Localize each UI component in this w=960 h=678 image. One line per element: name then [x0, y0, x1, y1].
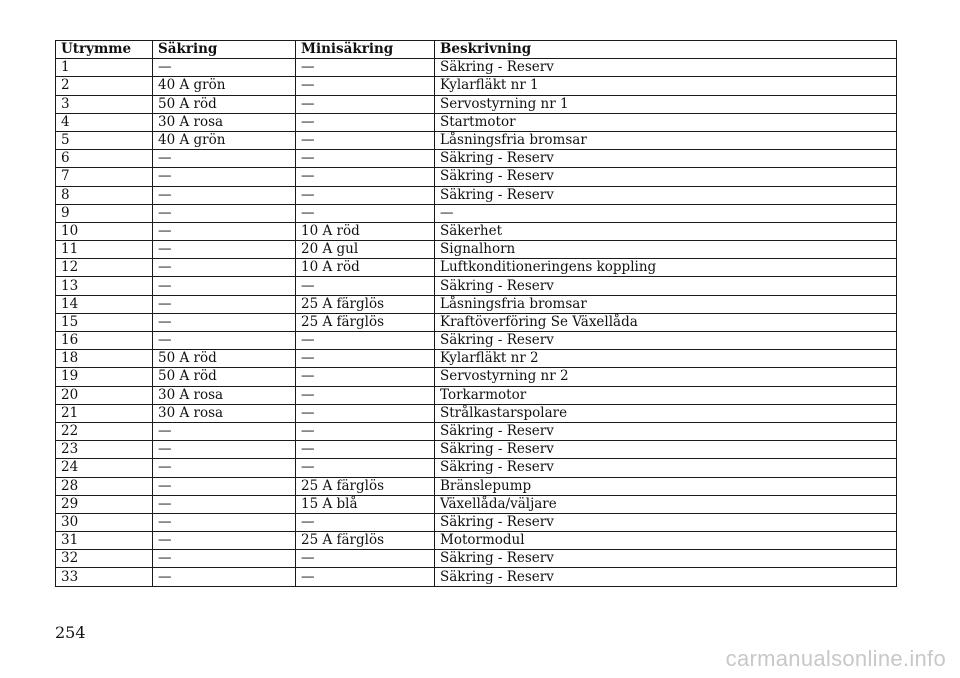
cell-minisakring: — — [296, 204, 435, 222]
cell-minisakring: — — [296, 386, 435, 404]
cell-sakring: — — [153, 277, 296, 295]
cell-sakring: 40 A grön — [153, 131, 296, 149]
cell-minisakring: — — [296, 368, 435, 386]
cell-beskrivning: Säkring - Reserv — [435, 332, 897, 350]
cell-sakring: — — [153, 550, 296, 568]
cell-sakring: — — [153, 222, 296, 240]
cell-utrymme: 1 — [56, 59, 153, 77]
cell-sakring: — — [153, 495, 296, 513]
cell-beskrivning: Låsningsfria bromsar — [435, 131, 897, 149]
cell-beskrivning: Startmotor — [435, 113, 897, 131]
cell-sakring: — — [153, 168, 296, 186]
cell-beskrivning: Kraftöverföring Se Växellåda — [435, 313, 897, 331]
cell-utrymme: 19 — [56, 368, 153, 386]
cell-sakring: — — [153, 259, 296, 277]
table-row — [56, 59, 897, 77]
cell-minisakring: — — [296, 568, 435, 586]
cell-sakring: — — [153, 477, 296, 495]
cell-utrymme: 4 — [56, 113, 153, 131]
table-row — [56, 495, 897, 513]
cell-beskrivning: Motormodul — [435, 532, 897, 550]
cell-beskrivning: Säkring - Reserv — [435, 513, 897, 531]
table-row — [56, 150, 897, 168]
cell-sakring: — — [153, 241, 296, 259]
cell-beskrivning: Säkring - Reserv — [435, 568, 897, 586]
cell-utrymme: 9 — [56, 204, 153, 222]
table-row — [56, 295, 897, 313]
cell-minisakring: 10 A röd — [296, 259, 435, 277]
cell-sakring: — — [153, 59, 296, 77]
cell-minisakring: — — [296, 168, 435, 186]
cell-utrymme: 12 — [56, 259, 153, 277]
table-row — [56, 277, 897, 295]
cell-minisakring: 10 A röd — [296, 222, 435, 240]
cell-minisakring: — — [296, 113, 435, 131]
cell-sakring: 40 A grön — [153, 77, 296, 95]
cell-minisakring: — — [296, 131, 435, 149]
header-sakring: Säkring — [153, 41, 296, 59]
cell-sakring: — — [153, 332, 296, 350]
cell-sakring: — — [153, 532, 296, 550]
cell-utrymme: 2 — [56, 77, 153, 95]
table-row — [56, 77, 897, 95]
cell-beskrivning: Strålkastarspolare — [435, 404, 897, 422]
cell-beskrivning: Säkring - Reserv — [435, 150, 897, 168]
cell-minisakring: — — [296, 277, 435, 295]
cell-sakring: 50 A röd — [153, 350, 296, 368]
cell-minisakring: — — [296, 332, 435, 350]
table-row — [56, 459, 897, 477]
cell-utrymme: 14 — [56, 295, 153, 313]
cell-utrymme: 18 — [56, 350, 153, 368]
cell-utrymme: 29 — [56, 495, 153, 513]
table-row — [56, 477, 897, 495]
cell-beskrivning: Säkring - Reserv — [435, 441, 897, 459]
table-row — [56, 332, 897, 350]
cell-beskrivning: Torkarmotor — [435, 386, 897, 404]
cell-minisakring: — — [296, 513, 435, 531]
table-row — [56, 186, 897, 204]
cell-beskrivning: Säkring - Reserv — [435, 550, 897, 568]
cell-beskrivning: Säkring - Reserv — [435, 59, 897, 77]
cell-utrymme: 6 — [56, 150, 153, 168]
header-utrymme: Utrymme — [56, 41, 153, 59]
cell-utrymme: 3 — [56, 95, 153, 113]
cell-minisakring: — — [296, 95, 435, 113]
cell-minisakring: 20 A gul — [296, 241, 435, 259]
table-row — [56, 168, 897, 186]
cell-sakring: 30 A rosa — [153, 404, 296, 422]
cell-beskrivning: Säkring - Reserv — [435, 422, 897, 440]
cell-beskrivning: Säkring - Reserv — [435, 168, 897, 186]
cell-beskrivning: — — [435, 204, 897, 222]
cell-utrymme: 13 — [56, 277, 153, 295]
cell-sakring: — — [153, 186, 296, 204]
cell-sakring: 30 A rosa — [153, 113, 296, 131]
cell-minisakring: — — [296, 441, 435, 459]
cell-beskrivning: Säkring - Reserv — [435, 277, 897, 295]
cell-utrymme: 30 — [56, 513, 153, 531]
fuse-table — [55, 40, 897, 587]
table-row — [56, 222, 897, 240]
cell-sakring: — — [153, 422, 296, 440]
table-row — [56, 350, 897, 368]
table-row — [56, 313, 897, 331]
cell-utrymme: 32 — [56, 550, 153, 568]
cell-utrymme: 7 — [56, 168, 153, 186]
cell-minisakring: — — [296, 350, 435, 368]
cell-minisakring: 25 A färglös — [296, 532, 435, 550]
cell-minisakring: 25 A färglös — [296, 295, 435, 313]
cell-minisakring: — — [296, 422, 435, 440]
cell-sakring: — — [153, 441, 296, 459]
cell-beskrivning: Signalhorn — [435, 241, 897, 259]
cell-sakring: — — [153, 313, 296, 331]
table-row — [56, 386, 897, 404]
cell-minisakring: — — [296, 77, 435, 95]
cell-sakring: — — [153, 568, 296, 586]
cell-beskrivning: Säkring - Reserv — [435, 186, 897, 204]
cell-utrymme: 23 — [56, 441, 153, 459]
header-beskrivning: Beskrivning — [435, 41, 897, 59]
cell-beskrivning: Växellåda/väljare — [435, 495, 897, 513]
cell-utrymme: 31 — [56, 532, 153, 550]
cell-utrymme: 11 — [56, 241, 153, 259]
cell-utrymme: 21 — [56, 404, 153, 422]
cell-sakring: — — [153, 459, 296, 477]
table-row — [56, 131, 897, 149]
cell-beskrivning: Bränslepump — [435, 477, 897, 495]
cell-utrymme: 24 — [56, 459, 153, 477]
page-number: 254 — [55, 623, 86, 642]
cell-sakring: — — [153, 513, 296, 531]
cell-minisakring: — — [296, 59, 435, 77]
cell-minisakring: — — [296, 404, 435, 422]
cell-minisakring: 15 A blå — [296, 495, 435, 513]
cell-beskrivning: Servostyrning nr 1 — [435, 95, 897, 113]
cell-sakring: 30 A rosa — [153, 386, 296, 404]
table-row — [56, 368, 897, 386]
cell-sakring: 50 A röd — [153, 95, 296, 113]
cell-utrymme: 16 — [56, 332, 153, 350]
cell-beskrivning: Kylarfläkt nr 2 — [435, 350, 897, 368]
cell-sakring: — — [153, 204, 296, 222]
table-row — [56, 422, 897, 440]
table-row — [56, 532, 897, 550]
cell-beskrivning: Säkerhet — [435, 222, 897, 240]
table-row — [56, 95, 897, 113]
cell-beskrivning: Luftkonditioneringens koppling — [435, 259, 897, 277]
table-row — [56, 204, 897, 222]
table-row — [56, 404, 897, 422]
cell-minisakring: — — [296, 550, 435, 568]
cell-utrymme: 8 — [56, 186, 153, 204]
cell-utrymme: 15 — [56, 313, 153, 331]
cell-minisakring: 25 A färglös — [296, 313, 435, 331]
cell-utrymme: 20 — [56, 386, 153, 404]
cell-minisakring: — — [296, 459, 435, 477]
header-row — [56, 41, 897, 59]
cell-sakring: — — [153, 295, 296, 313]
cell-utrymme: 10 — [56, 222, 153, 240]
table-row — [56, 550, 897, 568]
cell-utrymme: 5 — [56, 131, 153, 149]
cell-utrymme: 28 — [56, 477, 153, 495]
cell-sakring: — — [153, 150, 296, 168]
watermark: carmanualsonline.info — [725, 646, 946, 671]
cell-minisakring: — — [296, 186, 435, 204]
table-row — [56, 513, 897, 531]
table-header — [56, 41, 897, 59]
cell-beskrivning: Kylarfläkt nr 1 — [435, 77, 897, 95]
cell-beskrivning: Låsningsfria bromsar — [435, 295, 897, 313]
header-minisakring: Minisäkring — [296, 41, 435, 59]
cell-minisakring: — — [296, 150, 435, 168]
table-row — [56, 241, 897, 259]
cell-sakring: 50 A röd — [153, 368, 296, 386]
table-row — [56, 113, 897, 131]
table-row — [56, 568, 897, 586]
table-row — [56, 259, 897, 277]
table-row — [56, 441, 897, 459]
cell-beskrivning: Säkring - Reserv — [435, 459, 897, 477]
table-body — [56, 59, 897, 586]
cell-utrymme: 22 — [56, 422, 153, 440]
cell-utrymme: 33 — [56, 568, 153, 586]
cell-beskrivning: Servostyrning nr 2 — [435, 368, 897, 386]
cell-minisakring: 25 A färglös — [296, 477, 435, 495]
